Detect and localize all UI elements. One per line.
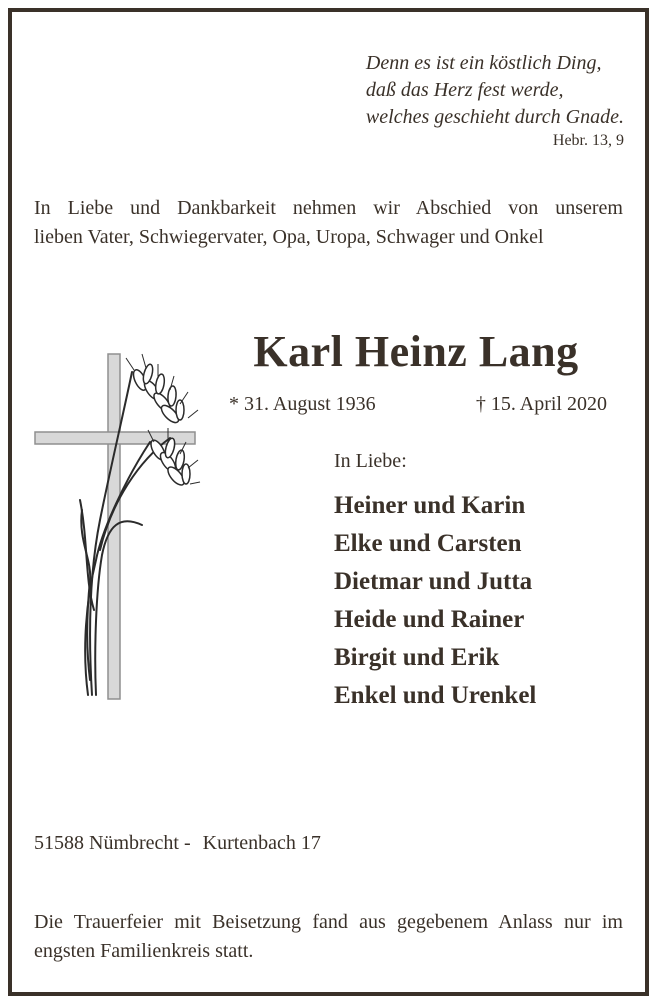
verse-line: Denn es ist ein köstlich Ding,	[365, 52, 602, 74]
intro-line: lieben Vater, Schwiegervater, Opa, Uropa, Schwager und Onkel	[34, 226, 544, 248]
birth-date: * 31. August 1936	[229, 393, 376, 415]
mourners-heading: In Liebe:	[334, 450, 407, 472]
address-city: 51588 Nümbrecht -	[34, 832, 191, 854]
deceased-name: Karl Heinz Lang	[253, 327, 579, 376]
list-item: Dietmar und Jutta	[334, 568, 533, 595]
list-item: Heiner und Karin	[334, 492, 526, 519]
mourners-list	[334, 487, 536, 715]
intro-text	[34, 194, 623, 252]
funeral-note: Die Trauerfeier mit Beisetzung fand aus gegebenem Anlass nur im engsten Familienkreis statt.	[34, 911, 623, 962]
list-item: Enkel und Urenkel	[334, 682, 537, 709]
cross-with-wheat-icon	[30, 350, 205, 705]
list-item: Elke und Carsten	[334, 530, 522, 557]
verse-line: daß das Herz fest werde,	[365, 79, 564, 101]
verse-reference: Hebr. 13, 9	[552, 132, 624, 149]
list-item: Heide und Rainer	[334, 606, 525, 633]
list-item: Birgit und Erik	[334, 644, 500, 671]
address-street: Kurtenbach 17	[202, 832, 321, 854]
death-date: † 15. April 2020	[475, 393, 607, 415]
bible-verse	[366, 50, 624, 131]
address	[34, 832, 321, 855]
intro-line: In Liebe und Dankbarkeit nehmen wir Abschied von unserem	[34, 197, 623, 219]
verse-line: welches geschieht durch Gnade.	[365, 106, 624, 128]
